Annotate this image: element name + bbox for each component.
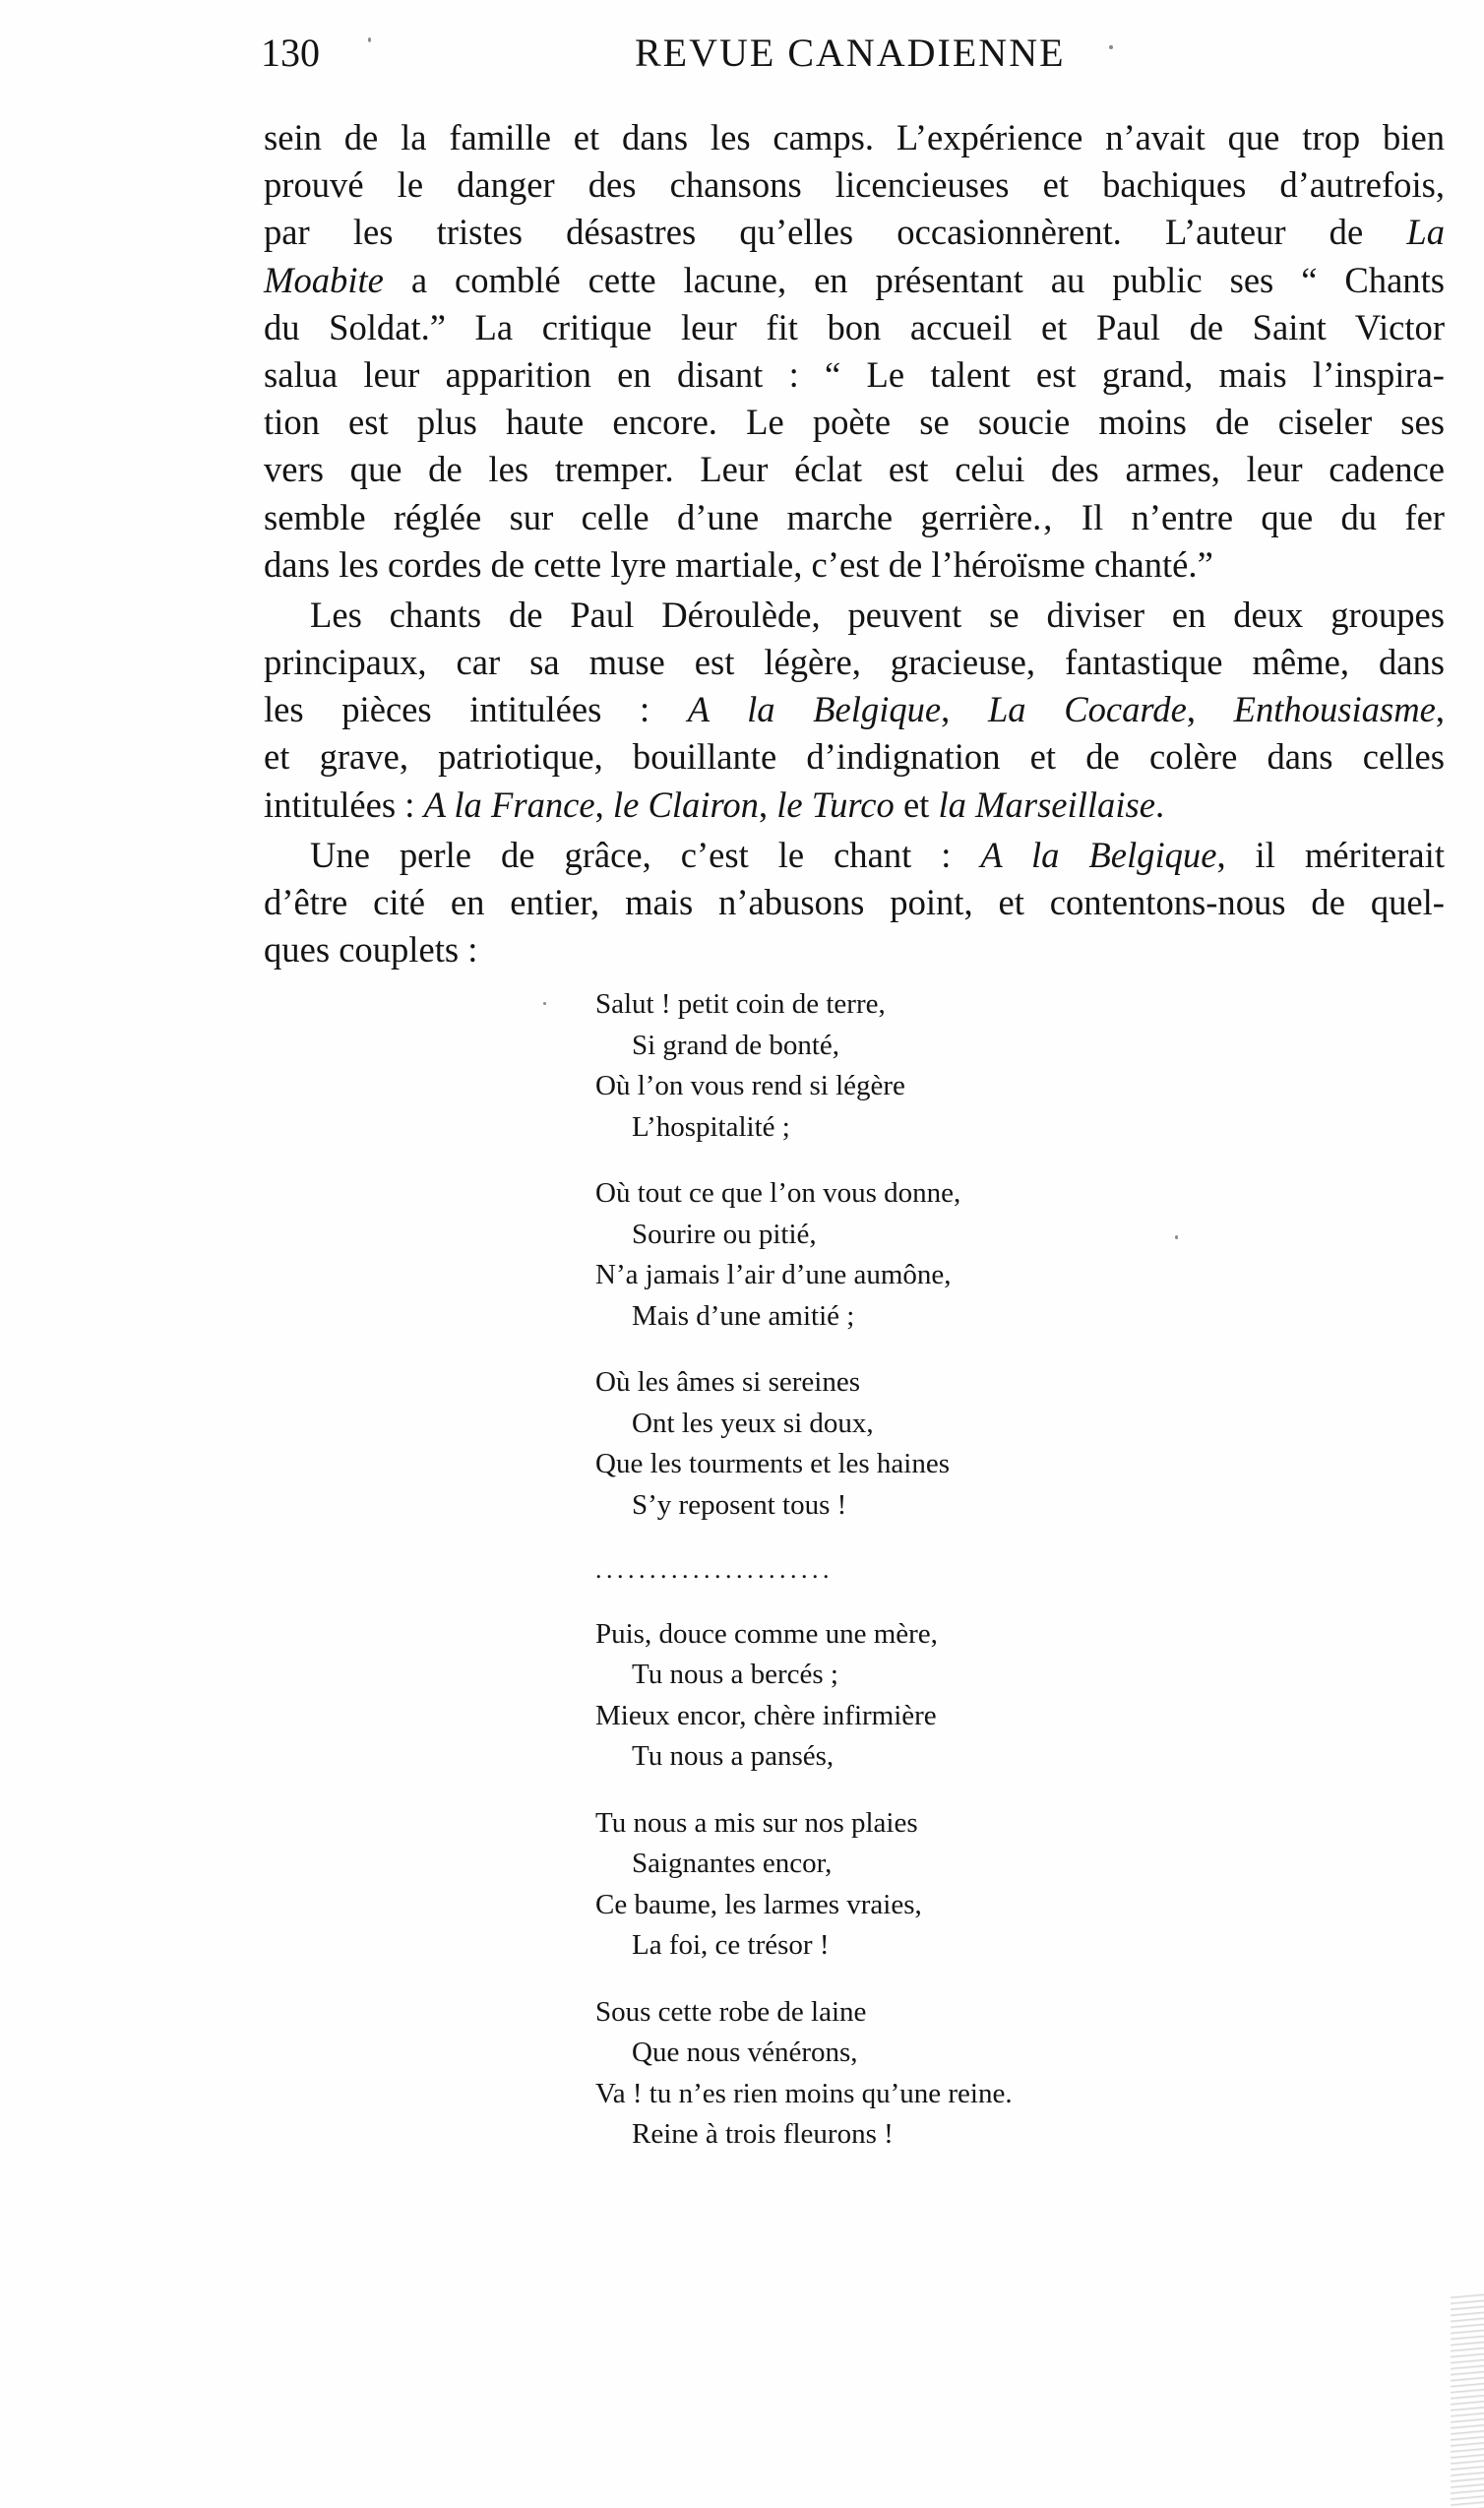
verse-line: Ont les yeux si doux, <box>632 1407 874 1439</box>
text-line: ques couplets : <box>264 929 478 971</box>
text-line: Moabite a comblé cette lacune, en présentant au public ses “ Chants <box>264 259 1445 300</box>
scan-edge-noise <box>1451 2293 1484 2508</box>
text-line: sein de la famille et dans les camps. L’expérience n’avait que trop bien <box>264 117 1445 157</box>
text-line: principaux, car sa muse est légère, gracieuse, fantastique même, dans <box>264 642 1445 683</box>
ellipsis-separator: ...................... <box>595 1555 834 1584</box>
verse-line: Salut ! petit coin de terre, <box>595 988 886 1020</box>
poem-stanza <box>595 1173 1146 1337</box>
verse-line: Va ! tu n’es rien moins qu’une reine. <box>595 2077 1013 2109</box>
paragraph-2 <box>264 592 1445 829</box>
text-line: intitulées : A la France, le Clairon, le Turco et la Marseillaise. <box>264 784 1165 825</box>
verse-line: Puis, douce comme une mère, <box>595 1617 938 1650</box>
text-line: dans les cordes de cette lyre martiale, c’est de l’héroïsme chanté.” <box>264 543 1213 585</box>
verse-line: Où l’on vous rend si légère <box>595 1070 905 1101</box>
verse-line: Ce baume, les larmes vraies, <box>595 1888 922 1920</box>
scan-speck <box>1109 45 1113 49</box>
scan-speck <box>1175 1235 1178 1239</box>
text-line: d’être cité en entier, mais n’abusons point, et contentons-nous de quel- <box>264 882 1445 922</box>
poem-stanza <box>595 1992 1146 2156</box>
verse-line: Que les tourments et les haines <box>595 1448 950 1479</box>
page-number: 130 <box>261 31 320 75</box>
verse-line: Mieux encor, chère infirmière <box>595 1699 937 1731</box>
running-header <box>261 30 1127 89</box>
verse-line: Que nous vénérons, <box>632 2037 858 2068</box>
body-text <box>264 114 1445 973</box>
text-line: vers que de les tremper. Leur éclat est celui des armes, leur cadence <box>264 449 1445 490</box>
running-title: REVUE CANADIENNE <box>635 31 1066 75</box>
text-line: du Soldat.” La critique leur fit bon accueil et Paul de Saint Victor <box>264 306 1445 347</box>
verse-line: Si grand de bonté, <box>632 1029 840 1061</box>
scan-speck <box>368 37 371 42</box>
text-line: Une perle de grâce, c’est le chant : A la Belgique, il mériterait <box>310 834 1445 875</box>
poem-stanza <box>595 1362 1146 1526</box>
verse-line: La foi, ce trésor ! <box>632 1929 830 1961</box>
poem-excerpt <box>595 984 1146 2156</box>
verse-line: L’hospitalité ; <box>632 1110 790 1143</box>
verse-line: N’a jamais l’air d’une aumône, <box>595 1259 952 1290</box>
scan-speck <box>543 1002 546 1005</box>
text-line: par les tristes désastres qu’elles occasionnèrent. L’auteur de La <box>264 212 1445 253</box>
text-line: semble réglée sur celle d’une marche gerrière.‚ Il n’entre que du fer <box>264 496 1445 537</box>
text-line: les pièces intitulées : A la Belgique, La Cocarde, Enthousiasme, <box>264 689 1445 730</box>
poem-stanza <box>595 984 1146 1148</box>
italic-title: Moabite <box>264 259 384 300</box>
verse-line: Reine à trois fleurons ! <box>632 2118 894 2150</box>
text-line: et grave, patriotique, bouillante d’indignation et de colère dans celles <box>264 736 1445 778</box>
paragraph-1 <box>264 114 1445 589</box>
verse-line: Sourire ou pitié, <box>632 1218 817 1250</box>
text-line: prouvé le danger des chansons licencieuses et bachiques d’autrefois, <box>264 164 1445 206</box>
italic-title: La <box>1406 212 1445 253</box>
verse-line: Tu nous a mis sur nos plaies <box>595 1806 918 1839</box>
poem-stanza <box>595 1614 1146 1778</box>
verse-line: Tu nous a pansés, <box>632 1740 835 1772</box>
verse-line: Sous cette robe de laine <box>595 1995 867 2028</box>
text-line: Les chants de Paul Déroulède, peuvent se diviser en deux groupes <box>310 594 1445 635</box>
verse-line: Saignantes encor, <box>632 1848 833 1879</box>
verse-line: Où les âmes si sereines <box>595 1366 860 1398</box>
verse-line: S’y reposent tous ! <box>632 1488 847 1521</box>
verse-line: Où tout ce que l’on vous donne, <box>595 1177 961 1209</box>
verse-line: Mais d’une amitié ; <box>632 1299 855 1332</box>
paragraph-3 <box>264 832 1445 974</box>
verse-line: Tu nous a bercés ; <box>632 1659 838 1690</box>
text-line: tion est plus haute encore. Le poète se soucie moins de ciseler ses <box>264 402 1445 443</box>
text-line: salua leur apparition en disant : “ Le talent est grand, mais l’inspira- <box>264 353 1445 395</box>
poem-stanza <box>595 1803 1146 1967</box>
